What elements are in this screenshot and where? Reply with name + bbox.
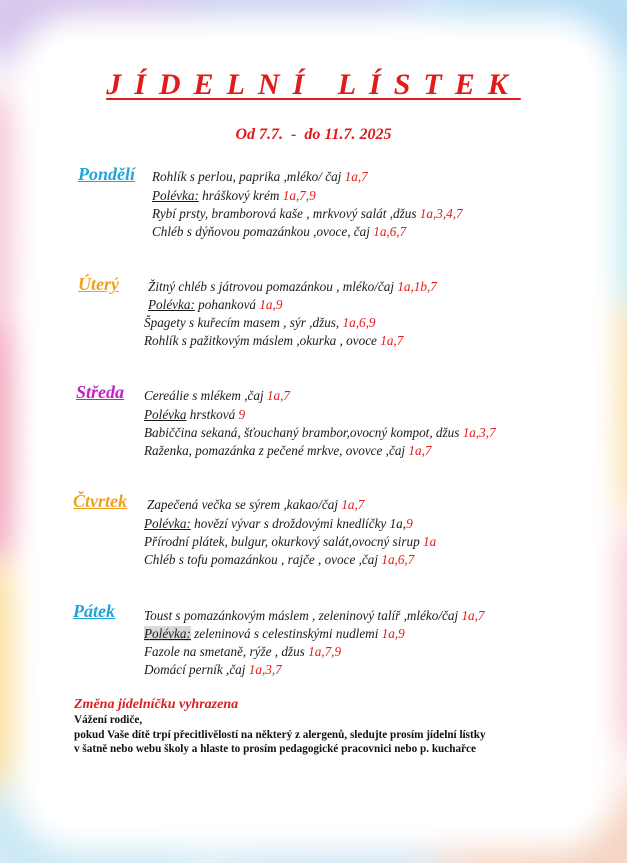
soup-label: Polévka:: [144, 626, 191, 641]
allergen-codes: 1a,6,9: [342, 315, 376, 330]
meal-item: [152, 224, 406, 240]
soup-label: Polévka:: [152, 188, 199, 203]
meal-item: [144, 333, 403, 349]
meal-text: Špagety s kuřecím masem , sýr ,džus,: [144, 315, 343, 330]
meal-text: Babiččina sekaná, šťouchaný brambor,ovocný kompot, džus: [144, 425, 463, 440]
meal-text: Přírodní plátek, bulgur, okurkový salát,ovocný sirup: [144, 534, 423, 549]
meal-item: [144, 443, 431, 459]
notice-line: v šatně nebo webu školy a hlaste to prosím pedagogické pracovnici nebo p. kuchařce: [74, 743, 476, 755]
soup-label: Polévka:: [148, 297, 195, 312]
day-name: Čtvrtek: [73, 491, 127, 511]
meal-item: [144, 626, 405, 642]
meal-text: Rybí prsty, bramborová kaše , mrkvový salát ,džus: [152, 206, 420, 221]
meal-text: hráškový krém: [198, 188, 283, 203]
meal-text: Rohlík s pažitkovým máslem ,okurka , ovoce: [144, 333, 381, 348]
allergen-codes: 1a,7: [408, 443, 432, 458]
meal-item: [144, 608, 485, 624]
meal-item: [144, 662, 282, 678]
allergen-codes: 1a,6,7: [381, 552, 415, 567]
meal-text: Toust s pomazánkovým máslem , zeleninový talíř ,mléko/čaj: [144, 608, 462, 623]
soup-label: Polévka: [144, 407, 187, 422]
meal-text: Chléb s dýňovou pomazánkou ,ovoce, čaj: [152, 224, 374, 239]
allergen-codes: 1a: [422, 534, 437, 549]
page-title: JÍDELNÍ LÍSTEK: [106, 68, 521, 101]
meal-item: [144, 534, 436, 550]
meal-text: Rohlík s perlou, paprika ,mléko/ čaj: [152, 169, 345, 184]
allergen-codes: 9: [238, 407, 246, 422]
meal-text: Žitný chléb s játrovou pomazánkou , mléko/čaj: [148, 279, 398, 294]
meal-item: [148, 279, 437, 295]
meal-text: Fazole na smetaně, rýže , džus: [144, 644, 309, 659]
meal-text: hovězí vývar s droždovými knedlíčky 1a,: [190, 516, 407, 531]
meal-item: [152, 188, 316, 204]
meal-text: Cereálie s mlékem ,čaj: [144, 388, 267, 403]
allergen-codes: 1a,9: [381, 626, 405, 641]
notice-line: Vážení rodiče,: [74, 714, 143, 726]
meal-item: [144, 315, 375, 331]
meal-text: hrstková: [186, 407, 239, 422]
meal-item: [147, 497, 364, 513]
soup-label: Polévka:: [144, 516, 191, 531]
meal-item: [144, 388, 290, 404]
allergen-codes: 1a,7,9: [308, 644, 342, 659]
allergen-codes: 1a,3,7: [248, 662, 282, 677]
meal-text: Chléb s tofu pomazánkou , rajče , ovoce ,čaj: [144, 552, 382, 567]
meal-text: zeleninová s celestinskými nudlemi: [190, 626, 382, 641]
allergen-codes: 1a,6,7: [373, 224, 407, 239]
allergen-codes: 1a,3,4,7: [419, 206, 463, 221]
allergen-codes: 9: [406, 516, 413, 531]
allergen-codes: 1a,9: [259, 297, 283, 312]
allergen-codes: 1a,7: [341, 497, 365, 512]
date-range: Od 7.7. - do 11.7. 2025: [235, 126, 392, 143]
meal-text: Domácí perník ,čaj: [144, 662, 249, 677]
allergen-codes: 1a,7: [461, 608, 485, 623]
allergen-codes: 1a,7: [380, 333, 404, 348]
allergen-codes: 1a,7: [266, 388, 290, 403]
day-name: Úterý: [78, 274, 119, 294]
day-name: Pondělí: [78, 164, 135, 184]
meal-item: [152, 206, 463, 222]
allergen-codes: 1a,7: [344, 169, 368, 184]
notice-heading: Změna jídelníčku vyhrazena: [74, 697, 239, 712]
meal-text: Raženka, pomazánka z pečené mrkve, ovovce ,čaj: [144, 443, 409, 458]
day-name: Pátek: [73, 601, 115, 621]
meal-item: [148, 297, 282, 313]
meal-item: [144, 425, 496, 441]
meal-text: pohanková: [194, 297, 260, 312]
meal-item: [144, 516, 413, 532]
meal-item: [144, 407, 245, 423]
day-name: Středa: [76, 382, 125, 402]
meal-item: [144, 552, 414, 568]
allergen-codes: 1a,7,9: [282, 188, 316, 203]
meal-item: [144, 644, 341, 660]
meal-text: Zapečená večka se sýrem ,kakao/čaj: [147, 497, 342, 512]
meal-item: [152, 169, 368, 185]
allergen-codes: 1a,1b,7: [397, 279, 437, 294]
notice-line: pokud Vaše dítě trpí přecitlivělostí na některý z alergenů, sledujte prosím jídelní lístky: [74, 729, 486, 741]
allergen-codes: 1a,3,7: [462, 425, 496, 440]
